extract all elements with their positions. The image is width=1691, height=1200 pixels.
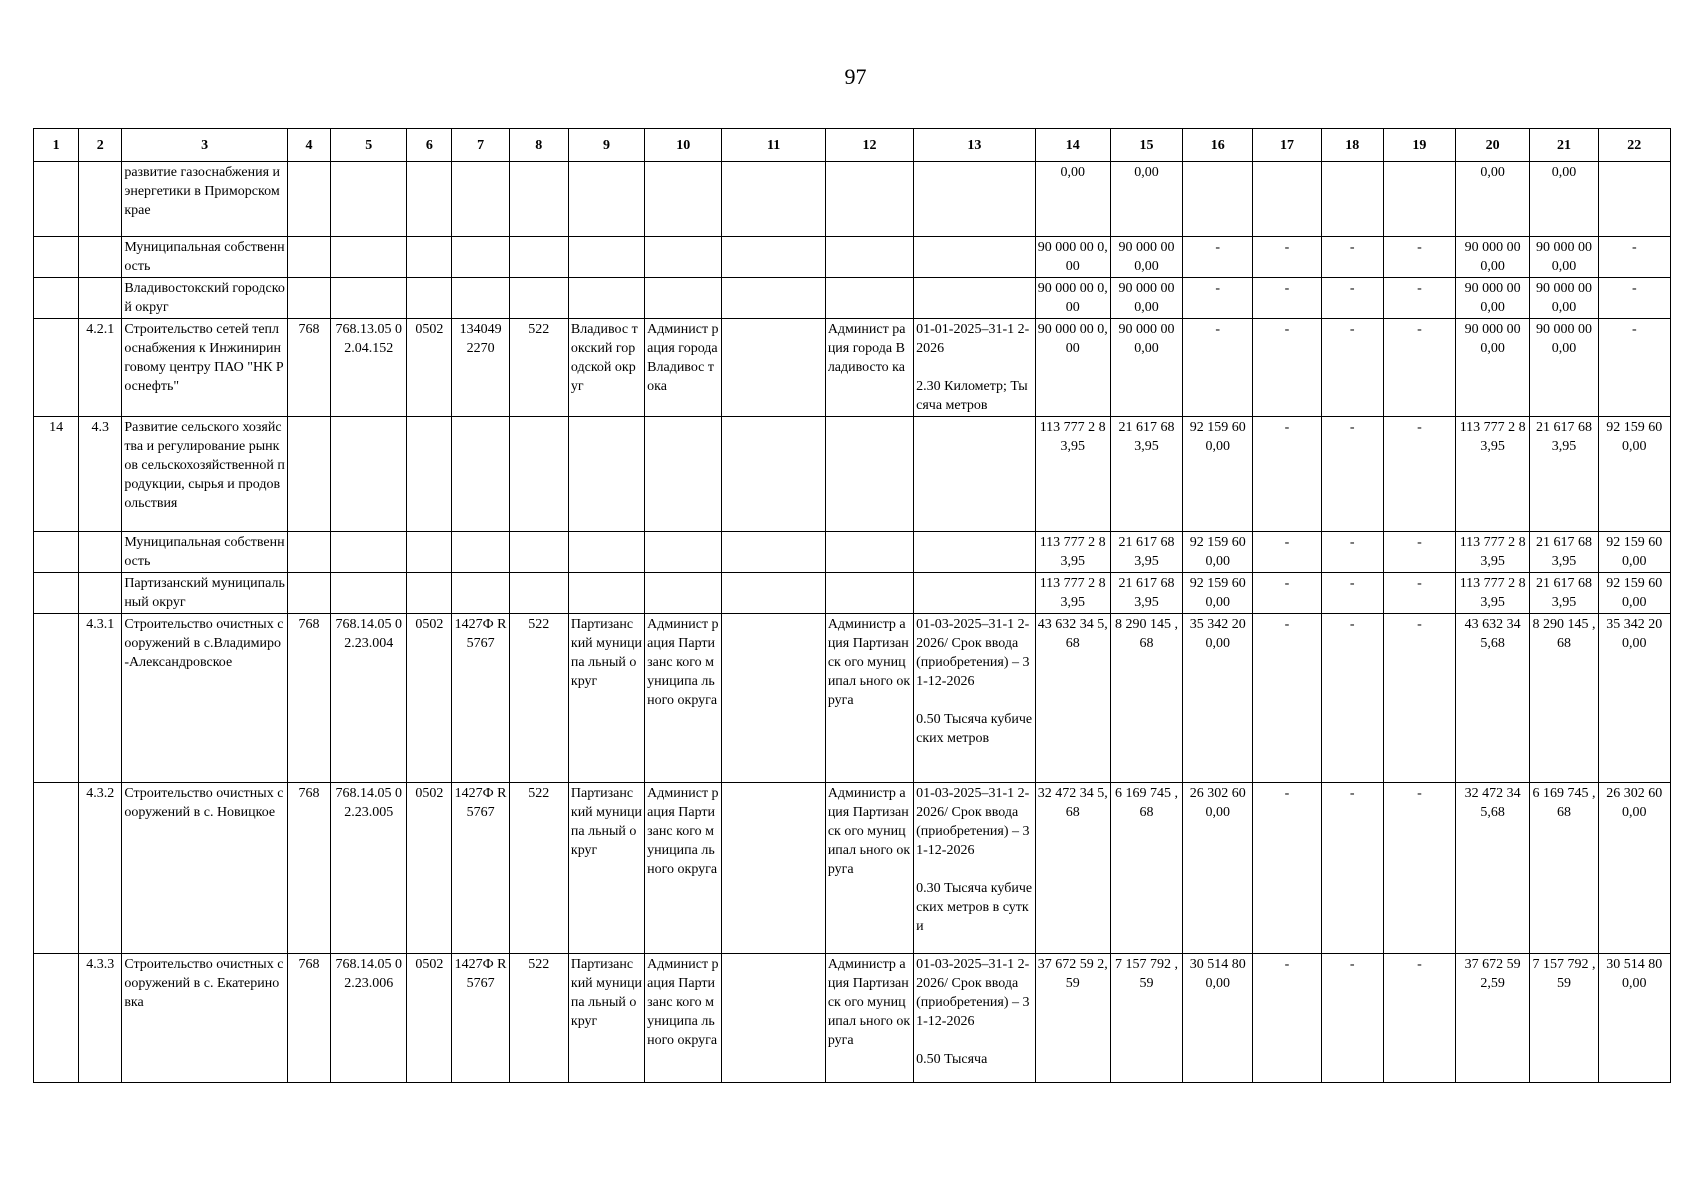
table-cell: 768.13.05 02.04.152	[331, 319, 407, 417]
table-cell: 0502	[407, 319, 452, 417]
table-cell	[914, 532, 1035, 573]
column-header: 9	[568, 129, 644, 162]
table-row	[34, 162, 1671, 237]
table-cell: 0,00	[1530, 162, 1598, 237]
table-cell: -	[1383, 573, 1455, 614]
table-cell: 1427Ф R5767	[452, 783, 509, 954]
table-cell: 768	[287, 783, 330, 954]
table-cell	[914, 162, 1035, 237]
table-cell: Администр ация Партизанск ого муниципал ьного округа	[825, 954, 913, 1083]
table-cell	[722, 278, 825, 319]
table-cell: 21 617 68 3,95	[1110, 532, 1182, 573]
table-cell	[509, 162, 568, 237]
table-cell	[34, 573, 79, 614]
table-cell: 90 000 00 0,00	[1456, 278, 1530, 319]
table-cell	[34, 162, 79, 237]
table-cell	[331, 573, 407, 614]
table-cell: -	[1253, 532, 1321, 573]
table-cell: 90 000 00 0,00	[1110, 278, 1182, 319]
table-cell: -	[1183, 319, 1253, 417]
table-cell	[287, 162, 330, 237]
table-cell: 113 777 2 83,95	[1035, 417, 1110, 532]
table-cell	[407, 573, 452, 614]
table-row	[34, 783, 1671, 954]
table-cell	[287, 532, 330, 573]
table-cell: Админист рация города Владивос тока	[645, 319, 722, 417]
table-cell: 0502	[407, 614, 452, 783]
table-cell: -	[1253, 278, 1321, 319]
table-cell	[645, 417, 722, 532]
table-cell: 134049 2270	[452, 319, 509, 417]
table-cell	[34, 954, 79, 1083]
table-cell: 90 000 00 0,00	[1035, 237, 1110, 278]
table-cell: 768.14.05 02.23.005	[331, 783, 407, 954]
table-cell	[34, 532, 79, 573]
table-cell: 522	[509, 783, 568, 954]
table-cell: 92 159 60 0,00	[1598, 417, 1670, 532]
table-cell: 43 632 34 5,68	[1456, 614, 1530, 783]
table-cell: -	[1253, 573, 1321, 614]
table-cell: 113 777 2 83,95	[1456, 573, 1530, 614]
table-cell: 7 157 792 ,59	[1530, 954, 1598, 1083]
table-cell	[722, 532, 825, 573]
table-cell	[452, 532, 509, 573]
column-header: 19	[1383, 129, 1455, 162]
table-cell	[568, 532, 644, 573]
table-cell: Муниципальная собственность	[122, 237, 288, 278]
table-cell	[34, 783, 79, 954]
table-cell: Админист рация Партизанс кого муниципа льного округа	[645, 614, 722, 783]
table-cell	[452, 278, 509, 319]
table-cell: 113 777 2 83,95	[1035, 573, 1110, 614]
table-cell: 0,00	[1456, 162, 1530, 237]
column-header: 2	[79, 129, 122, 162]
table-cell	[79, 162, 122, 237]
table-cell	[825, 417, 913, 532]
table-cell: -	[1598, 278, 1670, 319]
table-cell: -	[1253, 417, 1321, 532]
data-table	[33, 128, 1671, 1083]
table-cell	[331, 417, 407, 532]
column-header: 6	[407, 129, 452, 162]
table-cell: -	[1383, 954, 1455, 1083]
table-cell: -	[1383, 278, 1455, 319]
table-cell	[287, 573, 330, 614]
table-cell: 90 000 00 0,00	[1530, 278, 1598, 319]
column-header: 8	[509, 129, 568, 162]
table-cell	[645, 573, 722, 614]
table-cell	[452, 162, 509, 237]
table-cell	[722, 162, 825, 237]
table-cell: -	[1253, 237, 1321, 278]
table-cell: Партизанс кий муниципа льный округ	[568, 954, 644, 1083]
table-cell	[452, 417, 509, 532]
table-cell: Строительство сетей теплоснабжения к Инжиниринговому центру ПАО "НК Роснефть"	[122, 319, 288, 417]
table-cell	[568, 573, 644, 614]
table-cell: 768.14.05 02.23.006	[331, 954, 407, 1083]
table-cell	[79, 237, 122, 278]
table-cell: 6 169 745 ,68	[1110, 783, 1182, 954]
table-cell: 90 000 00 0,00	[1456, 319, 1530, 417]
table-cell	[914, 417, 1035, 532]
column-header: 17	[1253, 129, 1321, 162]
table-cell	[1321, 162, 1383, 237]
page-number: 97	[844, 64, 867, 89]
table-cell: -	[1321, 278, 1383, 319]
table-cell	[722, 237, 825, 278]
table-cell: 0,00	[1110, 162, 1182, 237]
table-cell: 90 000 00 0,00	[1456, 237, 1530, 278]
table-cell: 0,00	[1035, 162, 1110, 237]
table-cell: -	[1321, 954, 1383, 1083]
table-cell: 43 632 34 5,68	[1035, 614, 1110, 783]
column-header: 16	[1183, 129, 1253, 162]
table-cell	[34, 278, 79, 319]
table-cell	[509, 417, 568, 532]
table-cell: 113 777 2 83,95	[1035, 532, 1110, 573]
table-cell: 113 777 2 83,95	[1456, 532, 1530, 573]
table-cell	[331, 162, 407, 237]
column-header: 3	[122, 129, 288, 162]
column-header: 22	[1598, 129, 1670, 162]
table-cell	[914, 278, 1035, 319]
table-cell: 0502	[407, 783, 452, 954]
column-header: 5	[331, 129, 407, 162]
table-cell: 4.3.1	[79, 614, 122, 783]
table-cell: 4.3.3	[79, 954, 122, 1083]
table-cell	[825, 278, 913, 319]
column-header: 12	[825, 129, 913, 162]
table-cell	[825, 162, 913, 237]
table-cell: 01-03-2025–31-1 2-2026/ Срок ввода (приобретения) – 31-12-2026 0.50 Тысяча кубических метров	[914, 614, 1035, 783]
table-cell: 4.2.1	[79, 319, 122, 417]
table-cell	[407, 532, 452, 573]
table-cell: 6 169 745 ,68	[1530, 783, 1598, 954]
column-header: 21	[1530, 129, 1598, 162]
table-cell: -	[1253, 614, 1321, 783]
table-cell	[825, 532, 913, 573]
table-cell	[1253, 162, 1321, 237]
table-cell	[825, 573, 913, 614]
table-cell	[1383, 162, 1455, 237]
table-cell: -	[1321, 532, 1383, 573]
column-header: 15	[1110, 129, 1182, 162]
table-cell: Админист рация города Владивосто ка	[825, 319, 913, 417]
table-cell	[34, 614, 79, 783]
table-cell: 768	[287, 319, 330, 417]
table-cell: 0502	[407, 954, 452, 1083]
table-cell	[452, 573, 509, 614]
table-cell	[722, 783, 825, 954]
table-cell	[1183, 162, 1253, 237]
table-cell: 8 290 145 ,68	[1530, 614, 1598, 783]
table-cell	[287, 278, 330, 319]
table-cell	[407, 162, 452, 237]
table-cell	[509, 278, 568, 319]
table-cell: Строительство очистных сооружений в с. Новицкое	[122, 783, 288, 954]
table-cell: -	[1321, 237, 1383, 278]
table-cell: 92 159 60 0,00	[1183, 573, 1253, 614]
table-cell	[331, 237, 407, 278]
table-cell: -	[1383, 532, 1455, 573]
table-cell: -	[1183, 278, 1253, 319]
table-cell: 37 672 59 2,59	[1456, 954, 1530, 1083]
table-cell	[568, 237, 644, 278]
table-cell	[407, 417, 452, 532]
table-cell: Администр ация Партизанск ого муниципал ьного округа	[825, 614, 913, 783]
table-cell: Админист рация Партизанс кого муниципа льного округа	[645, 783, 722, 954]
table-row	[34, 237, 1671, 278]
table-cell: Администр ация Партизанск ого муниципал ьного округа	[825, 783, 913, 954]
table-cell: 37 672 59 2,59	[1035, 954, 1110, 1083]
table-cell: 14	[34, 417, 79, 532]
table-cell: 21 617 68 3,95	[1530, 532, 1598, 573]
table-cell	[914, 237, 1035, 278]
table-cell: 90 000 00 0,00	[1530, 237, 1598, 278]
table-cell: -	[1321, 783, 1383, 954]
table-cell: 1427Ф R5767	[452, 954, 509, 1083]
table-cell: 01-01-2025–31-1 2-2026 2.30 Километр; Тысяча метров	[914, 319, 1035, 417]
table-row	[34, 417, 1671, 532]
table-cell: 92 159 60 0,00	[1598, 532, 1670, 573]
table-cell: 30 514 80 0,00	[1598, 954, 1670, 1083]
table-cell: Строительство очистных сооружений в с.Владимиро-Александровское	[122, 614, 288, 783]
table-cell	[287, 417, 330, 532]
table-cell: 21 617 68 3,95	[1110, 417, 1182, 532]
table-cell: Владивос токский городской округ	[568, 319, 644, 417]
table-cell: -	[1383, 319, 1455, 417]
table-cell	[722, 319, 825, 417]
table-cell: -	[1383, 417, 1455, 532]
table-cell	[722, 417, 825, 532]
table-cell: 90 000 00 0,00	[1530, 319, 1598, 417]
table-cell	[509, 237, 568, 278]
table-cell: 113 777 2 83,95	[1456, 417, 1530, 532]
table-cell: 522	[509, 954, 568, 1083]
table-cell	[645, 532, 722, 573]
table-cell: Владивостокский городской округ	[122, 278, 288, 319]
table-cell: -	[1253, 783, 1321, 954]
table-cell	[79, 573, 122, 614]
table-cell	[331, 278, 407, 319]
table-cell: -	[1383, 614, 1455, 783]
table-cell: развитие газоснабжения и энергетики в Приморском крае	[122, 162, 288, 237]
column-header: 13	[914, 129, 1035, 162]
table-cell: 01-03-2025–31-1 2-2026/ Срок ввода (приобретения) – 31-12-2026 0.50 Тысяча	[914, 954, 1035, 1083]
table-cell: -	[1253, 319, 1321, 417]
table-row	[34, 573, 1671, 614]
table-cell	[287, 237, 330, 278]
column-header: 1	[34, 129, 79, 162]
table-cell	[331, 532, 407, 573]
table-cell: 35 342 20 0,00	[1598, 614, 1670, 783]
table-cell: -	[1598, 319, 1670, 417]
table-cell	[645, 237, 722, 278]
column-header: 4	[287, 129, 330, 162]
table-cell	[645, 162, 722, 237]
table-row	[34, 319, 1671, 417]
table-cell	[568, 162, 644, 237]
table-cell	[407, 278, 452, 319]
table-cell: Партизанс кий муниципа льный округ	[568, 614, 644, 783]
header-row	[34, 129, 1671, 162]
table-cell: 90 000 00 0,00	[1110, 319, 1182, 417]
table-cell: -	[1321, 614, 1383, 783]
table-cell	[34, 237, 79, 278]
table-cell: 90 000 00 0,00	[1035, 278, 1110, 319]
table-cell: 90 000 00 0,00	[1110, 237, 1182, 278]
table-cell: 92 159 60 0,00	[1598, 573, 1670, 614]
table-cell: -	[1321, 319, 1383, 417]
table-cell	[568, 417, 644, 532]
table-cell	[509, 532, 568, 573]
table-row	[34, 614, 1671, 783]
table-cell: Партизанский муниципальный округ	[122, 573, 288, 614]
table-row	[34, 954, 1671, 1083]
table-cell	[79, 532, 122, 573]
table-cell: -	[1598, 237, 1670, 278]
table-cell	[79, 278, 122, 319]
column-header: 7	[452, 129, 509, 162]
column-header: 14	[1035, 129, 1110, 162]
table-cell: Админист рация Партизанс кого муниципа льного округа	[645, 954, 722, 1083]
table-cell: 30 514 80 0,00	[1183, 954, 1253, 1083]
table-cell: Муниципальная собственность	[122, 532, 288, 573]
table-cell: -	[1321, 417, 1383, 532]
table-cell: 4.3	[79, 417, 122, 532]
table-cell: 92 159 60 0,00	[1183, 417, 1253, 532]
table-cell: 768	[287, 954, 330, 1083]
table-cell: 4.3.2	[79, 783, 122, 954]
table-cell: 1427Ф R5767	[452, 614, 509, 783]
table-cell: Развитие сельского хозяйства и регулирование рынков сельскохозяйственной продукции, сырья и продовольствия	[122, 417, 288, 532]
table-cell: 32 472 34 5,68	[1035, 783, 1110, 954]
table-cell: 8 290 145 ,68	[1110, 614, 1182, 783]
table-cell	[34, 319, 79, 417]
table-cell: 26 302 60 0,00	[1598, 783, 1670, 954]
table-cell	[407, 237, 452, 278]
table-cell: Строительство очистных сооружений в с. Екатериновка	[122, 954, 288, 1083]
table-cell: 90 000 00 0,00	[1035, 319, 1110, 417]
table-cell: 768.14.05 02.23.004	[331, 614, 407, 783]
table-cell: -	[1383, 237, 1455, 278]
table-cell	[452, 237, 509, 278]
table-cell: 21 617 68 3,95	[1110, 573, 1182, 614]
table-cell: -	[1253, 954, 1321, 1083]
table-cell: 01-03-2025–31-1 2-2026/ Срок ввода (приобретения) – 31-12-2026 0.30 Тысяча кубических метров в сутки	[914, 783, 1035, 954]
table-cell	[722, 573, 825, 614]
table-cell: 7 157 792 ,59	[1110, 954, 1182, 1083]
column-header: 18	[1321, 129, 1383, 162]
table-cell: -	[1383, 783, 1455, 954]
table-cell: Партизанс кий муниципа льный округ	[568, 783, 644, 954]
table-cell: -	[1321, 573, 1383, 614]
table-cell	[722, 954, 825, 1083]
table-cell: 522	[509, 319, 568, 417]
table-cell	[722, 614, 825, 783]
table-cell	[509, 573, 568, 614]
column-header: 10	[645, 129, 722, 162]
table-row	[34, 532, 1671, 573]
table-cell	[645, 278, 722, 319]
table-cell	[825, 237, 913, 278]
column-header: 11	[722, 129, 825, 162]
table-cell: 768	[287, 614, 330, 783]
table-row	[34, 278, 1671, 319]
table-cell	[1598, 162, 1670, 237]
table-cell: 21 617 68 3,95	[1530, 417, 1598, 532]
table-cell: 92 159 60 0,00	[1183, 532, 1253, 573]
table-cell: 522	[509, 614, 568, 783]
table-cell: 35 342 20 0,00	[1183, 614, 1253, 783]
table-cell	[914, 573, 1035, 614]
table-cell: 21 617 68 3,95	[1530, 573, 1598, 614]
table-cell: -	[1183, 237, 1253, 278]
column-header: 20	[1456, 129, 1530, 162]
table-cell	[568, 278, 644, 319]
table-cell: 32 472 34 5,68	[1456, 783, 1530, 954]
table-cell: 26 302 60 0,00	[1183, 783, 1253, 954]
